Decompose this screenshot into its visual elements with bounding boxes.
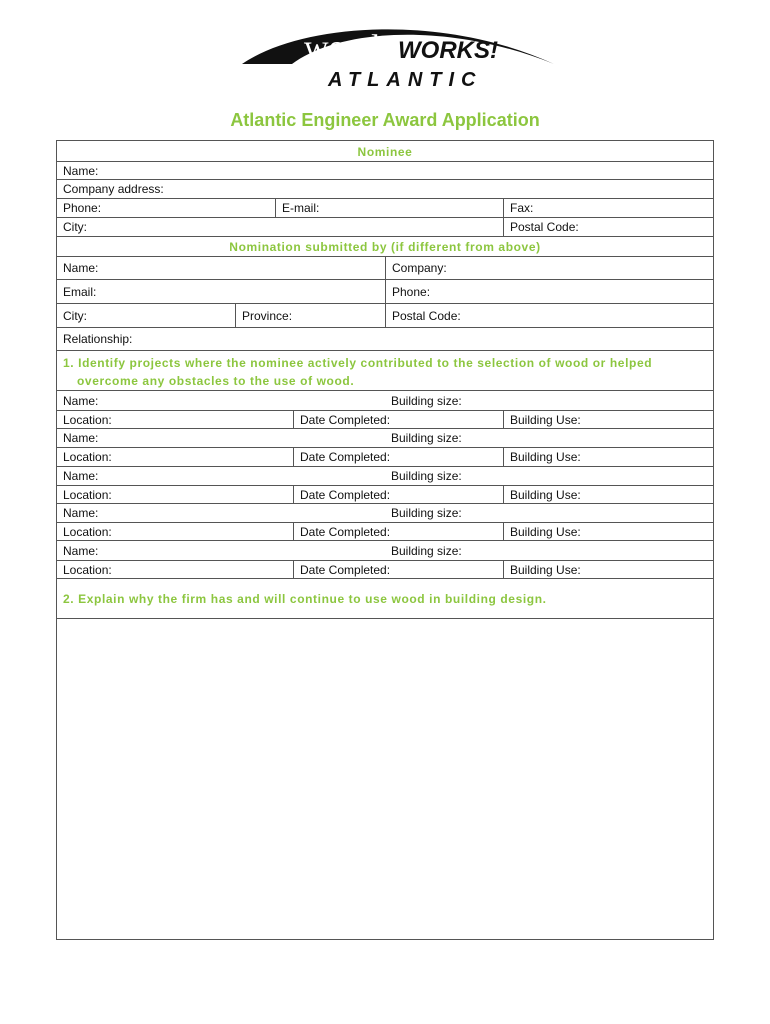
nominee-city-field[interactable]: City:: [63, 220, 87, 234]
submitter-name-field[interactable]: Name:: [63, 261, 99, 275]
nominee-address-row[interactable]: [57, 180, 713, 199]
project-2-name-field[interactable]: Name:: [63, 431, 99, 445]
project-location-row: [57, 486, 713, 504]
submitter-relationship-label: Relationship:: [63, 332, 133, 346]
submitter-email-field[interactable]: Email:: [63, 284, 97, 299]
question-2-row: [57, 579, 713, 619]
question-1-row: [57, 351, 713, 391]
project-location-row: [57, 411, 713, 429]
project-2-location-field[interactable]: Location:: [63, 450, 112, 464]
woodworks-atlantic-logo: [240, 18, 560, 90]
project-2-building-size-field[interactable]: Building size:: [391, 431, 462, 445]
project-3-date-completed-field[interactable]: Date Completed:: [293, 486, 503, 503]
logo-works-text: WORKS!: [398, 37, 498, 64]
submitter-header-row: [57, 237, 713, 257]
nominee-email-field[interactable]: E-mail:: [275, 199, 503, 217]
nominee-name-label: Name:: [63, 163, 99, 178]
project-1-location-field[interactable]: Location:: [63, 412, 112, 427]
submitter-relationship-row[interactable]: [57, 328, 713, 351]
question-2-answer-area[interactable]: [57, 619, 713, 939]
project-name-row: [57, 504, 713, 523]
nominee-company-address-label: Company address:: [63, 182, 164, 196]
logo-atlantic-text: ATLANTIC: [328, 69, 483, 90]
nominee-name-row[interactable]: [57, 162, 713, 180]
question-2-text: 2. Explain why the firm has and will continue to use wood in building design.: [63, 592, 547, 606]
project-4-date-completed-field[interactable]: Date Completed:: [293, 523, 503, 540]
submitter-company-field[interactable]: Company:: [385, 257, 713, 279]
project-name-row: [57, 467, 713, 486]
submitter-city-row: [57, 304, 713, 328]
project-2-building-use-field[interactable]: Building Use:: [503, 448, 713, 466]
submitter-email-row: [57, 280, 713, 304]
project-3-building-use-field[interactable]: Building Use:: [503, 486, 713, 503]
logo-wood-text: wood: [304, 29, 380, 66]
nominee-header-row: [57, 141, 713, 162]
project-1-date-completed-field[interactable]: Date Completed:: [293, 411, 503, 428]
project-5-building-size-field[interactable]: Building size:: [391, 543, 462, 558]
nominee-contact-row: [57, 199, 713, 218]
project-location-row: [57, 448, 713, 467]
project-4-building-size-field[interactable]: Building size:: [391, 506, 462, 520]
project-location-row: [57, 523, 713, 541]
project-name-row: [57, 429, 713, 448]
nominee-phone-field[interactable]: Phone:: [63, 201, 102, 215]
project-4-building-use-field[interactable]: Building Use:: [503, 523, 713, 540]
nominee-fax-field[interactable]: Fax:: [503, 199, 713, 217]
nominee-heading: Nominee: [357, 145, 413, 159]
submitter-name-row: [57, 257, 713, 280]
project-5-date-completed-field[interactable]: Date Completed:: [293, 561, 503, 578]
project-5-name-field[interactable]: Name:: [63, 543, 99, 558]
project-5-building-use-field[interactable]: Building Use:: [503, 561, 713, 578]
project-1-name-field[interactable]: Name:: [63, 393, 99, 408]
nominee-city-row: [57, 218, 713, 237]
project-name-row: [57, 391, 713, 411]
submitter-city-field[interactable]: City:: [63, 308, 87, 323]
submitter-phone-field[interactable]: Phone:: [385, 280, 713, 303]
project-4-location-field[interactable]: Location:: [63, 524, 112, 539]
page-title: Atlantic Engineer Award Application: [230, 110, 540, 130]
submitter-province-field[interactable]: Province:: [235, 304, 385, 327]
project-location-row: [57, 561, 713, 579]
project-5-location-field[interactable]: Location:: [63, 562, 112, 577]
project-3-building-size-field[interactable]: Building size:: [391, 469, 462, 483]
question-1-text: 1. Identify projects where the nominee actively contributed to the selection of wood or helped overcome any obstacles to the use of wood.: [63, 356, 653, 388]
project-4-name-field[interactable]: Name:: [63, 506, 99, 520]
project-2-date-completed-field[interactable]: Date Completed:: [293, 448, 503, 466]
submitter-heading: Nomination submitted by (if different from above): [229, 240, 541, 254]
application-form: [56, 140, 714, 940]
project-name-row: [57, 541, 713, 561]
project-3-name-field[interactable]: Name:: [63, 469, 99, 483]
project-1-building-size-field[interactable]: Building size:: [391, 393, 462, 408]
project-1-building-use-field[interactable]: Building Use:: [503, 411, 713, 428]
nominee-postal-code-field[interactable]: Postal Code:: [503, 218, 713, 236]
submitter-postal-code-field[interactable]: Postal Code:: [385, 304, 713, 327]
project-3-location-field[interactable]: Location:: [63, 487, 112, 502]
